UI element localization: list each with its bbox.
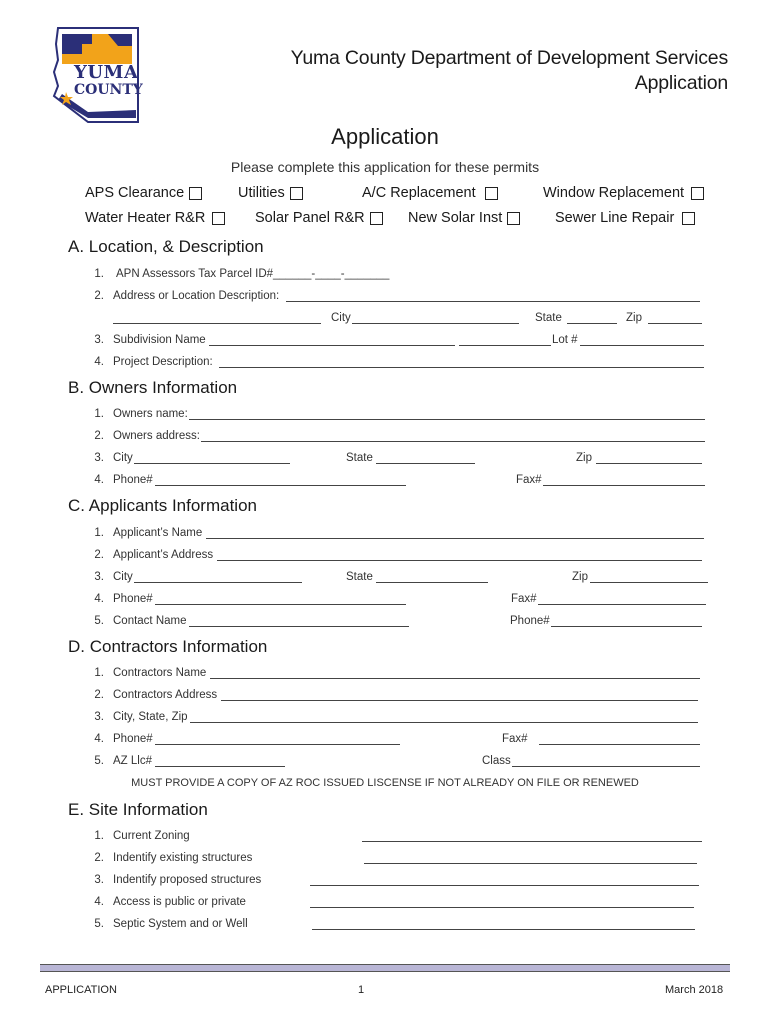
row-number: 2. [94, 549, 104, 561]
existing-structures-label: Indentify existing structures [113, 852, 253, 864]
logo-yuma: YUMA [74, 62, 139, 83]
class-label: Class [482, 755, 511, 767]
city-label: City [113, 452, 133, 464]
project-description-label: Project Description: [113, 356, 213, 368]
address-label: Address or Location Description: [113, 290, 280, 302]
permit-sewer-line[interactable] [555, 210, 695, 226]
az-license-line[interactable] [155, 766, 285, 767]
lot-line[interactable] [580, 345, 704, 346]
subdivision-line-2[interactable] [459, 345, 551, 346]
state-label: State [346, 571, 373, 583]
row-number: 1. [94, 408, 104, 420]
row-number: 5. [94, 918, 104, 930]
lot-label: Lot # [552, 334, 578, 346]
license-note: MUST PROVIDE A COPY OF AZ ROC ISSUED LISCENSE IF NOT ALREADY ON FILE OR RENEWED [131, 777, 639, 789]
septic-line[interactable] [312, 929, 695, 930]
applicant-address-label: Applicant’s Address [113, 549, 214, 561]
phone-line[interactable] [155, 744, 400, 745]
city-line[interactable] [134, 582, 302, 583]
applicant-name-line[interactable] [206, 538, 704, 539]
checkbox[interactable] [691, 187, 704, 200]
checkbox[interactable] [507, 212, 520, 225]
apn-field[interactable]: APN Assessors Tax Parcel ID#______-____-_______ [116, 268, 390, 280]
fax-line[interactable] [539, 744, 700, 745]
row-number: 4. [94, 474, 104, 486]
access-label: Access is public or private [113, 896, 246, 908]
zip-line[interactable] [648, 323, 702, 324]
subdivision-line[interactable] [209, 345, 455, 346]
city-label: City [113, 571, 133, 583]
state-line[interactable] [567, 323, 617, 324]
row-number: 5. [94, 755, 104, 767]
contact-name-line[interactable] [189, 626, 409, 627]
fax-label: Fax# [516, 474, 542, 486]
city-line[interactable] [352, 323, 519, 324]
fax-label: Fax# [511, 593, 537, 605]
city-label: City [331, 312, 351, 324]
permit-ac-replacement[interactable] [362, 185, 498, 201]
permit-label: Sewer Line Repair [555, 210, 675, 226]
contractor-name-label: Contractors Name [113, 667, 207, 679]
section-b-heading: B. Owners Information [68, 378, 238, 397]
phone-label: Phone# [113, 474, 153, 486]
permit-new-solar[interactable] [408, 210, 520, 226]
permit-window-replacement[interactable] [543, 185, 704, 201]
row-number: 4. [94, 896, 104, 908]
page-title: Application [331, 124, 439, 149]
row-number: 1. [94, 830, 104, 842]
city-line[interactable] [134, 463, 290, 464]
phone-line[interactable] [155, 604, 406, 605]
owners-address-line[interactable] [201, 441, 705, 442]
header-title [291, 46, 728, 96]
header-title-line2: Application [634, 72, 728, 94]
row-number: 2. [94, 689, 104, 701]
septic-label: Septic System and or Well [113, 918, 248, 930]
permit-label: Utilities [238, 185, 285, 201]
state-line[interactable] [376, 582, 488, 583]
row-number: 5. [94, 615, 104, 627]
checkbox[interactable] [189, 187, 202, 200]
class-line[interactable] [512, 766, 700, 767]
contractor-address-line[interactable] [221, 700, 698, 701]
page-subtitle: Please complete this application for these permits [230, 159, 540, 175]
row-number: 1. [94, 667, 104, 679]
footer-divider [40, 964, 730, 972]
state-label: State [535, 312, 562, 324]
az-license-label: AZ Llc# [113, 755, 152, 767]
footer-left: APPLICATION [45, 984, 117, 996]
owners-name-line[interactable] [189, 419, 705, 420]
permit-aps-clearance[interactable] [85, 185, 202, 201]
applicant-address-line[interactable] [217, 560, 702, 561]
city-state-zip-line[interactable] [190, 722, 698, 723]
row-number: 3. [94, 874, 104, 886]
phone2-line[interactable] [551, 626, 702, 627]
zip-label: Zip [626, 312, 642, 324]
phone-label: Phone# [113, 593, 153, 605]
proposed-structures-line[interactable] [310, 885, 699, 886]
row-number: 2. [94, 430, 104, 442]
row-number: 3. [94, 334, 104, 346]
state-label: State [346, 452, 373, 464]
subdivision-label: Subdivision Name [113, 334, 206, 346]
permit-label: APS Clearance [85, 185, 185, 201]
checkbox[interactable] [682, 212, 695, 225]
row-number: 2. [94, 290, 104, 302]
access-line[interactable] [310, 907, 694, 908]
section-e-heading: E. Site Information [68, 800, 208, 819]
permit-label: Solar Panel R&R [255, 210, 365, 226]
phone-line[interactable] [155, 485, 406, 486]
fax-line[interactable] [543, 485, 705, 486]
address-line-2[interactable] [113, 323, 321, 324]
checkbox[interactable] [290, 187, 303, 200]
owners-address-label: Owners address: [113, 430, 200, 442]
row-number: 2. [94, 852, 104, 864]
permit-label: Window Replacement [543, 185, 685, 201]
page-number: 1 [358, 984, 365, 996]
permit-label: A/C Replacement [362, 185, 476, 201]
row-number: 3. [94, 452, 104, 464]
project-description-line[interactable] [219, 367, 704, 368]
section-a-heading: A. Location, & Description [68, 237, 264, 256]
checkbox[interactable] [212, 212, 225, 225]
permit-label: New Solar Inst [408, 210, 503, 226]
contractor-address-label: Contractors Address [113, 689, 218, 701]
state-line[interactable] [376, 463, 475, 464]
phone-label: Phone# [113, 733, 153, 745]
phone2-label: Phone# [510, 615, 550, 627]
header-title-line1: Yuma County Department of Development Services [290, 47, 728, 69]
checkbox[interactable] [485, 187, 498, 200]
permit-utilities[interactable] [238, 185, 303, 201]
row-number: 1. [94, 268, 104, 280]
row-number: 3. [94, 711, 104, 723]
applicant-name-label: Applicant’s Name [113, 527, 203, 539]
contact-name-label: Contact Name [113, 615, 187, 627]
logo-arizona: ARIZONA [88, 100, 137, 110]
section-d-heading: D. Contractors Information [68, 637, 268, 656]
zip-line[interactable] [596, 463, 702, 464]
address-line[interactable] [286, 301, 700, 302]
permit-label: Water Heater R&R [85, 210, 206, 226]
proposed-structures-label: Indentify proposed structures [113, 874, 262, 886]
owners-name-label: Owners name: [113, 408, 188, 420]
county-logo [48, 22, 144, 126]
existing-structures-line[interactable] [364, 863, 697, 864]
row-number: 1. [94, 527, 104, 539]
row-number: 4. [94, 593, 104, 605]
row-number: 4. [94, 733, 104, 745]
current-zoning-line[interactable] [362, 841, 702, 842]
permit-solar-panel[interactable] [255, 210, 383, 226]
contractor-name-line[interactable] [210, 678, 700, 679]
fax-line[interactable] [538, 604, 706, 605]
row-number: 3. [94, 571, 104, 583]
city-state-zip-label: City, State, Zip [113, 711, 188, 723]
logo-county: COUNTY [74, 82, 143, 98]
permit-water-heater[interactable] [85, 210, 225, 226]
footer-date: March 2018 [665, 984, 724, 996]
section-c-heading: C. Applicants Information [68, 496, 257, 515]
zip-label: Zip [572, 571, 588, 583]
row-number: 4. [94, 356, 104, 368]
fax-label: Fax# [502, 733, 528, 745]
zip-line[interactable] [590, 582, 708, 583]
zip-label: Zip [576, 452, 592, 464]
checkbox[interactable] [370, 212, 383, 225]
current-zoning-label: Current Zoning [113, 830, 190, 842]
